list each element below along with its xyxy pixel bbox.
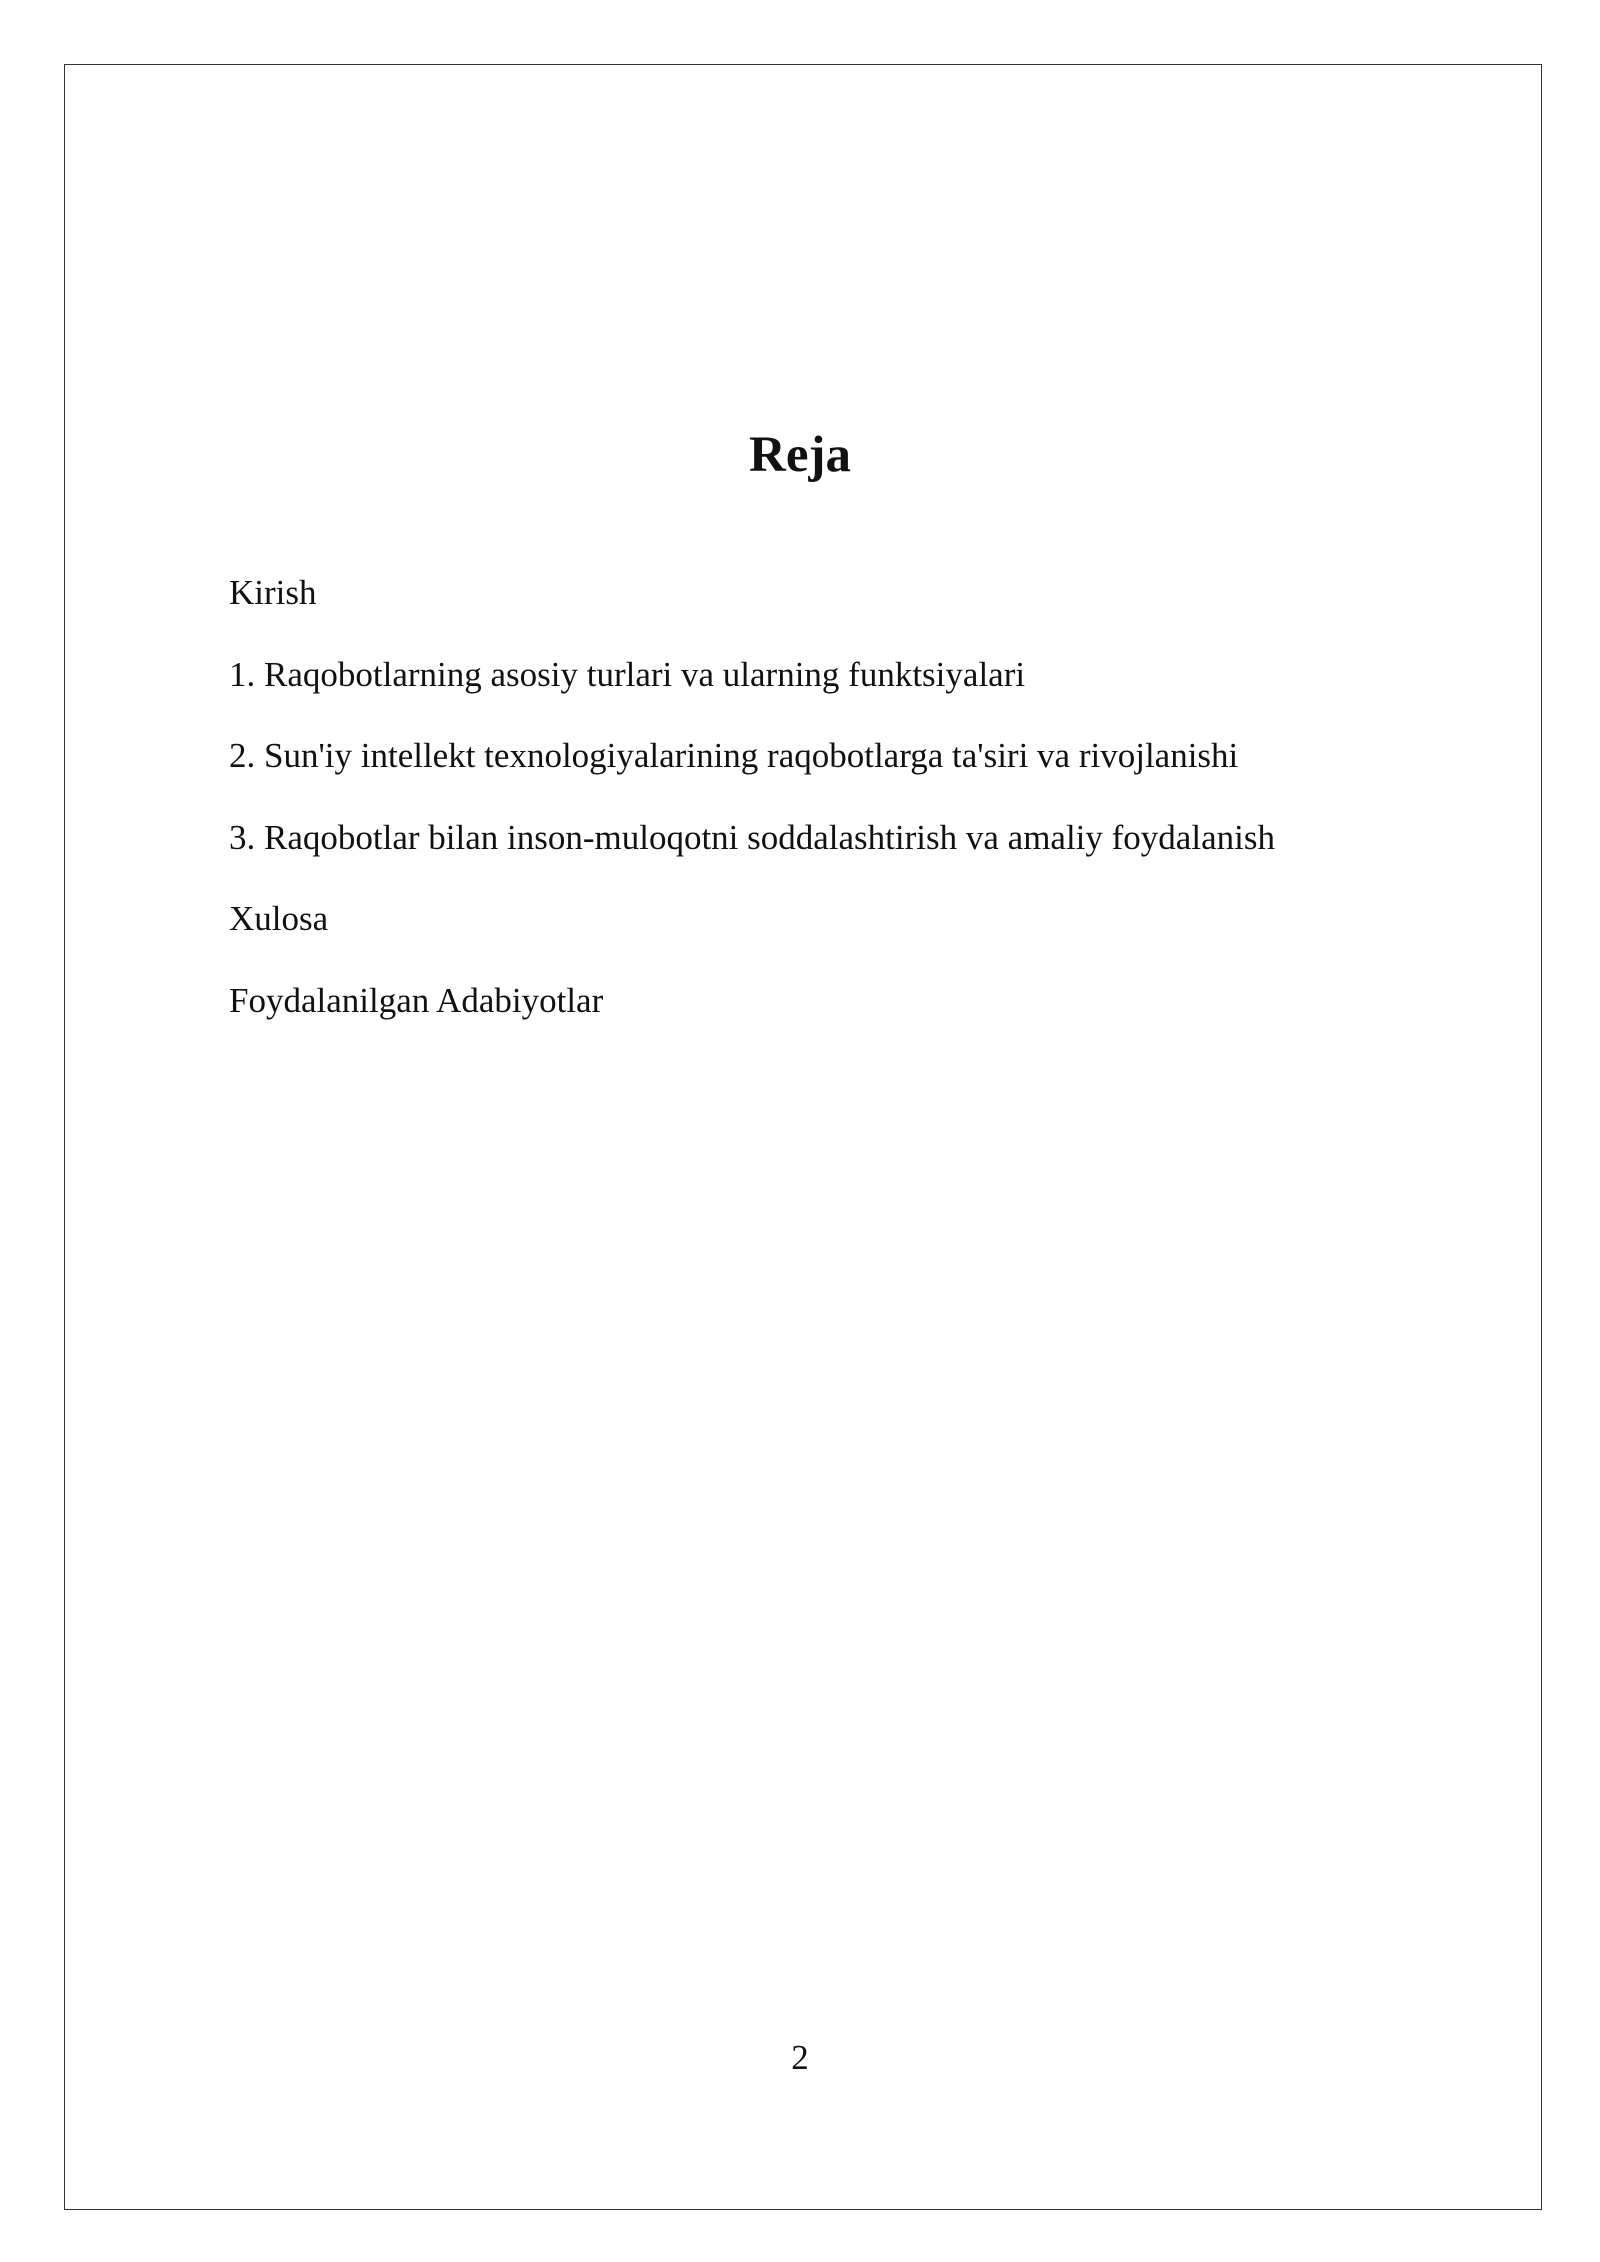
toc-item-xulosa: Xulosa — [229, 899, 329, 939]
page-border — [64, 64, 1542, 2210]
toc-item-adabiyotlar: Foydalanilgan Adabiyotlar — [229, 980, 604, 1020]
table-of-contents — [229, 575, 1275, 1065]
page-number: 2 — [791, 2038, 809, 2077]
page-title: Reja — [749, 427, 851, 483]
toc-item-3: 3. Raqobotlar bilan inson-muloqotni soddalashtirish va amaliy foydalanish — [229, 817, 1275, 857]
toc-item-2: 2. Sun'iy intellekt texnologiyalarining raqobotlarga ta'siri va rivojlanishi — [229, 736, 1239, 776]
toc-item-1: 1. Raqobotlarning asosiy turlari va ularning funktsiyalari — [229, 654, 1026, 694]
toc-item-kirish: Kirish — [229, 573, 317, 612]
